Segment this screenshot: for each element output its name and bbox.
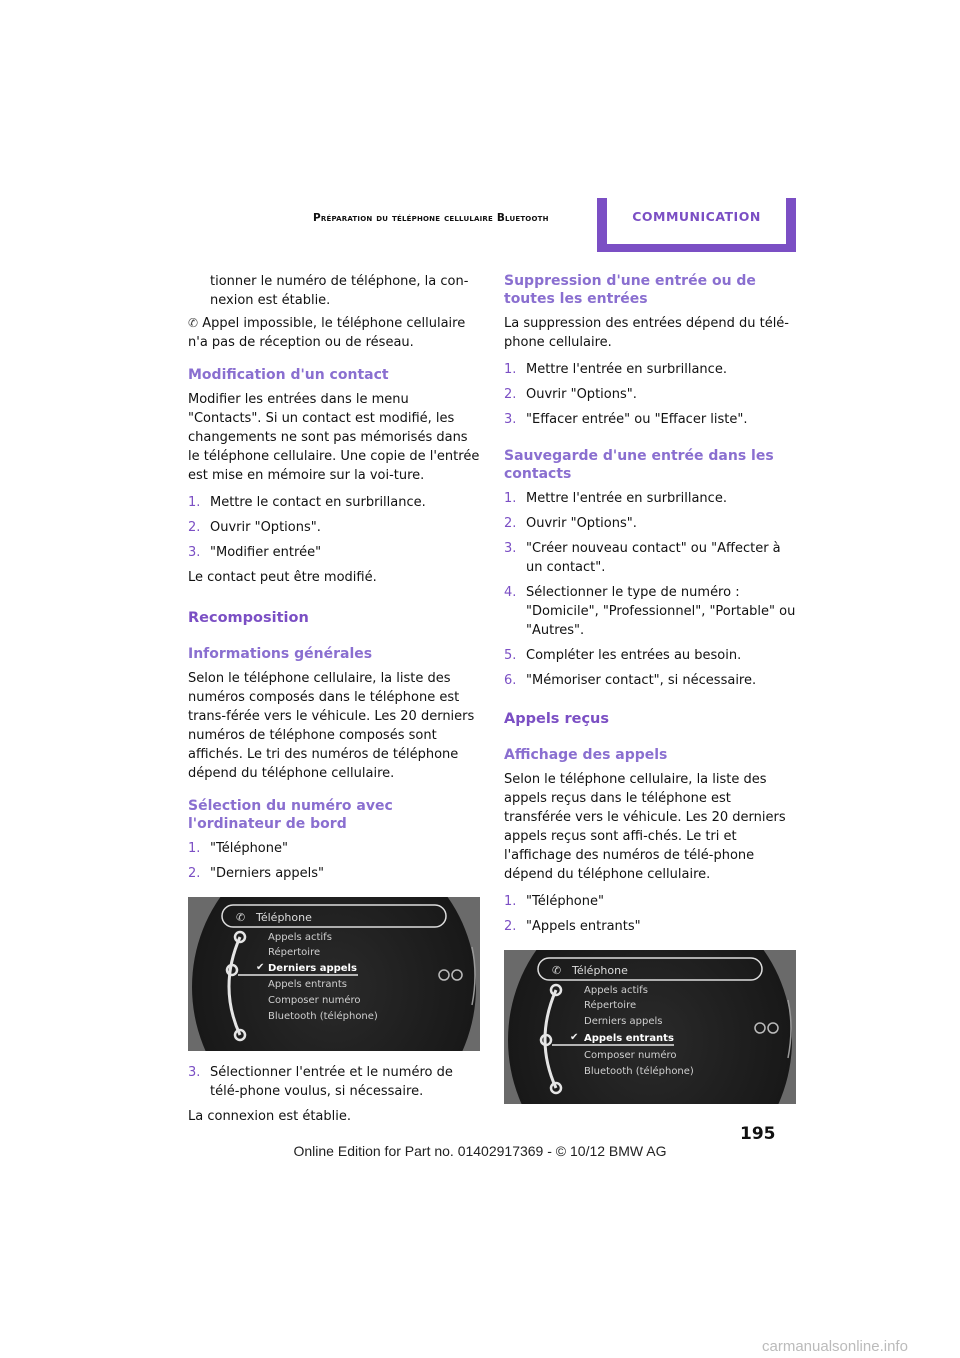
paragraph-affichage: Selon le téléphone cellulaire, la liste des appels reçus dans le téléphone est transférée vers le véhicule. Les 20 derniers appels reçus sont affi-chés. Le tri et l'affichage des numéros de télé-phone dépend du téléphone cellulaire. xyxy=(504,772,786,882)
list-item xyxy=(188,1063,482,1101)
step-number: 4. xyxy=(504,585,517,600)
phone-icon: ✆ xyxy=(552,964,562,977)
modification-steps xyxy=(188,493,482,562)
screen-title: Téléphone xyxy=(256,911,312,924)
step-number: 6. xyxy=(504,673,517,688)
step-text: Compléter les entrées au besoin. xyxy=(526,648,742,663)
heading-selection: Sélection du numéro avec l'ordinateur de bord xyxy=(188,798,393,832)
heading-sauvegarde: Sauvegarde d'une entrée dans les contacts xyxy=(504,448,774,482)
step-number: 3. xyxy=(504,541,517,556)
heading-informations: Informations générales xyxy=(188,646,373,662)
list-item xyxy=(504,489,798,508)
screen-derniers-appels xyxy=(188,897,480,1051)
page-number: 195 xyxy=(740,1124,776,1144)
list-item xyxy=(504,410,798,429)
step-number: 3. xyxy=(188,545,201,560)
left-column xyxy=(188,272,482,1134)
step-text: Mettre l'entrée en surbrillance. xyxy=(526,491,727,506)
footer-edition: Online Edition for Part no. 01402917369 - © 10/12 BMW AG xyxy=(293,1143,667,1159)
list-item xyxy=(188,518,482,537)
screen-menu-item: Appels actifs xyxy=(584,985,648,996)
step-number: 1. xyxy=(504,362,517,377)
continued-text xyxy=(188,272,482,310)
section-tab-label: COMMUNICATION xyxy=(607,198,786,244)
step-text: Mettre l'entrée en surbrillance. xyxy=(526,362,727,377)
step-text: Sélectionner le type de numéro : "Domicile", "Professionnel", "Portable" ou "Autres". xyxy=(526,585,796,638)
paragraph-suppression: La suppression des entrées dépend du télé-phone cellulaire. xyxy=(504,316,789,350)
step-text: "Effacer entrée" ou "Effacer liste". xyxy=(526,412,748,427)
screen-menu-item: Appels entrants xyxy=(268,979,347,990)
step-number: 3. xyxy=(188,1065,201,1080)
step-number: 2. xyxy=(504,516,517,531)
continued-line-2: nexion est établie. xyxy=(210,293,331,308)
screen-menu-item: Appels actifs xyxy=(268,932,332,943)
list-item xyxy=(504,385,798,404)
step-text: "Appels entrants" xyxy=(526,919,641,934)
step-text: "Créer nouveau contact" ou "Affecter à un contact". xyxy=(526,541,781,575)
heading-modification: Modification d'un contact xyxy=(188,367,389,383)
step-number: 1. xyxy=(504,491,517,506)
phone-icon: ✆ xyxy=(236,911,246,924)
step-text: Ouvrir "Options". xyxy=(210,520,321,535)
paragraph-modification: Modifier les entrées dans le menu "Contacts". Si un contact est modifié, les changements ne sont pas mémorisés dans le téléphone cellulaire. Une copie de l'entrée est mise en mémoire sur la voi-ture. xyxy=(188,392,480,483)
no-signal-phone-icon: ✆ xyxy=(188,316,199,330)
screen-title: Téléphone xyxy=(572,964,628,977)
list-item xyxy=(504,892,798,911)
step-number: 2. xyxy=(504,387,517,402)
screen-menu-item: Répertoire xyxy=(584,1000,637,1011)
right-column xyxy=(504,272,798,1116)
list-item xyxy=(504,514,798,533)
running-header: Préparation du téléphone cellulaire Bluetooth xyxy=(313,212,549,224)
paragraph-end: La connexion est établie. xyxy=(188,1109,351,1124)
list-item xyxy=(188,839,482,858)
step-text: "Derniers appels" xyxy=(210,866,325,881)
section-tab xyxy=(597,198,796,252)
step-number: 5. xyxy=(504,648,517,663)
check-icon: ✔ xyxy=(570,1032,579,1043)
note-paragraph xyxy=(188,314,482,352)
screen-menu-item: Répertoire xyxy=(268,947,321,958)
heading-suppression: Suppression d'une entrée ou de toutes les entrées xyxy=(504,273,756,307)
list-item xyxy=(188,543,482,562)
screen-menu-item: Composer numéro xyxy=(584,1050,677,1061)
list-item xyxy=(188,493,482,512)
screen-menu-item: Bluetooth (téléphone) xyxy=(268,1011,378,1022)
watermark: carmanualsonline.info xyxy=(762,1338,908,1355)
list-item xyxy=(188,864,482,883)
list-item xyxy=(504,917,798,936)
screen-appels-entrants xyxy=(504,950,796,1104)
step-number: 1. xyxy=(188,495,201,510)
step-text: Ouvrir "Options". xyxy=(526,516,637,531)
step-number: 2. xyxy=(504,919,517,934)
step-number: 3. xyxy=(504,412,517,427)
list-item xyxy=(504,646,798,665)
step-text: "Téléphone" xyxy=(526,894,604,909)
screen-menu-item-selected: Appels entrants xyxy=(584,1033,674,1044)
list-item xyxy=(504,539,798,577)
list-item xyxy=(504,671,798,690)
step-text: Sélectionner l'entrée et le numéro de télé-phone voulus, si nécessaire. xyxy=(210,1065,453,1099)
screen-menu-item: Derniers appels xyxy=(584,1016,663,1027)
note-text: Appel impossible, le téléphone cellulaire n'a pas de réception ou de réseau. xyxy=(188,316,466,350)
step-number: 1. xyxy=(188,841,201,856)
step-text: Mettre le contact en surbrillance. xyxy=(210,495,426,510)
screen-menu-item-selected: Derniers appels xyxy=(268,963,357,974)
screen-menu-item: Bluetooth (téléphone) xyxy=(584,1066,694,1077)
step-number: 2. xyxy=(188,520,201,535)
paragraph-informations: Selon le téléphone cellulaire, la liste des numéros composés dans le téléphone est trans-férée vers le véhicule. Les 20 derniers numéros de téléphone composés sont affichés. Le tri des numéros de téléphone dépend du téléphone cellulaire. xyxy=(188,671,475,781)
step-number: 1. xyxy=(504,894,517,909)
step-text: "Modifier entrée" xyxy=(210,545,322,560)
screen-menu-item: Composer numéro xyxy=(268,995,361,1006)
list-item xyxy=(504,583,798,640)
step-number: 2. xyxy=(188,866,201,881)
check-icon: ✔ xyxy=(256,962,265,973)
step-text: "Téléphone" xyxy=(210,841,288,856)
list-item xyxy=(504,360,798,379)
heading-affichage: Affichage des appels xyxy=(504,747,668,763)
continued-line-1: tionner le numéro de téléphone, la con- xyxy=(210,274,469,289)
paragraph-modification-end: Le contact peut être modifié. xyxy=(188,570,377,585)
heading-recomposition: Recomposition xyxy=(188,610,309,626)
step-text: Ouvrir "Options". xyxy=(526,387,637,402)
heading-appels-recus: Appels reçus xyxy=(504,711,609,727)
step-text: "Mémoriser contact", si nécessaire. xyxy=(526,673,757,688)
